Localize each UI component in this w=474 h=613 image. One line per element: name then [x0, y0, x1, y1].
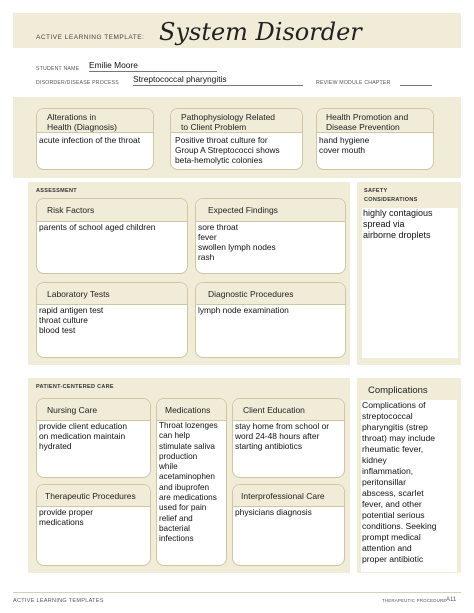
interprofessional-care-title: Interprofessional Care: [233, 485, 344, 507]
expected-findings-title: Expected Findings: [196, 199, 345, 222]
risk-factors-title: Risk Factors: [37, 199, 187, 222]
nursing-care-title: Nursing Care: [37, 399, 150, 421]
lab-tests-box: [36, 282, 188, 358]
review-module-value[interactable]: [400, 74, 432, 86]
lab-tests-title: Laboratory Tests: [37, 283, 187, 305]
therapeutic-procedures-box: [36, 484, 151, 566]
student-name-value[interactable]: Emilie Moore: [89, 60, 217, 72]
interprofessional-care-box: [232, 484, 345, 566]
client-education-title: Client Education: [233, 399, 344, 421]
medications-box: [156, 398, 227, 566]
diagnostic-procedures-title: Diagnostic Procedures: [196, 283, 345, 305]
health-promotion-box: [316, 108, 434, 170]
footer-left-label: ACTIVE LEARNING TEMPLATES: [13, 598, 104, 604]
risk-factors-content[interactable]: parents of school aged children: [39, 222, 156, 232]
alterations-title: Alterations in Health (Diagnosis): [37, 109, 153, 133]
patient-care-label: PATIENT-CENTERED CARE: [36, 384, 114, 390]
nursing-care-content[interactable]: provide client education on medication maintain hydrated: [39, 421, 127, 451]
complications-content[interactable]: Complications of streptococcal pharyngitis (strep throat) may include rheumatic fever, kidney inflammation, peritonsillar abscess, scarlet fever, and other potential serious conditions. Seeking prompt medical attention and proper antibiotic: [361, 400, 457, 572]
medications-title: Medications: [157, 399, 226, 421]
footer-right-label: THERAPEUTIC PROCEDURE: [382, 598, 447, 603]
footer-rule: [13, 592, 461, 593]
lab-tests-content[interactable]: rapid antigen test throat culture blood test: [39, 305, 104, 335]
footer-page-number: A11: [446, 597, 457, 603]
review-module-label: REVIEW MODULE CHAPTER: [316, 80, 391, 86]
nursing-care-box: [36, 398, 151, 478]
expected-findings-box: [195, 198, 346, 274]
alterations-box: [36, 108, 154, 170]
disorder-label: DISORDER/DISEASE PROCESS: [36, 80, 119, 86]
client-education-box: [232, 398, 345, 478]
disorder-value[interactable]: Streptococcal pharyngitis: [133, 74, 303, 86]
interprofessional-care-content[interactable]: physicians diagnosis: [235, 507, 312, 517]
complications-title: Complications: [368, 385, 428, 396]
diagnostic-procedures-content[interactable]: lymph node examination: [198, 305, 289, 315]
assessment-label: ASSESSMENT: [36, 188, 77, 194]
medications-content[interactable]: Throat lozenges can help stimulate saliva production while acetaminophen and ibuprofen are medications used for pain relief and bacterial infections: [159, 421, 218, 544]
safety-label: SAFETY CONSIDERATIONS: [364, 188, 418, 203]
diagnostic-procedures-box: [195, 282, 346, 358]
safety-content[interactable]: highly contagious spread via airborne droplets: [362, 208, 458, 358]
pathophysiology-content[interactable]: Positive throat culture for Group A Streptococci shows beta-hemolytic colonies: [175, 135, 280, 165]
page-title: System Disorder: [159, 18, 362, 46]
expected-findings-content[interactable]: sore throat fever swollen lymph nodes rash: [198, 222, 276, 262]
header-prefix: ACTIVE LEARNING TEMPLATE:: [36, 34, 145, 41]
pathophysiology-title: Pathophysiology Related to Client Problem: [171, 109, 302, 133]
therapeutic-procedures-content[interactable]: provide proper medications: [39, 507, 94, 527]
alterations-content[interactable]: acute infection of the throat: [39, 135, 141, 145]
pathophysiology-box: [170, 108, 303, 170]
student-name-label: STUDENT NAME: [36, 66, 80, 72]
risk-factors-box: [36, 198, 188, 274]
health-promotion-content[interactable]: hand hygiene cover mouth: [319, 135, 370, 155]
health-promotion-title: Health Promotion and Disease Prevention: [317, 109, 433, 133]
therapeutic-procedures-title: Therapeutic Procedures: [37, 485, 150, 507]
client-education-content[interactable]: stay home from school or word 24-48 hours after starting antibiotics: [235, 421, 330, 451]
